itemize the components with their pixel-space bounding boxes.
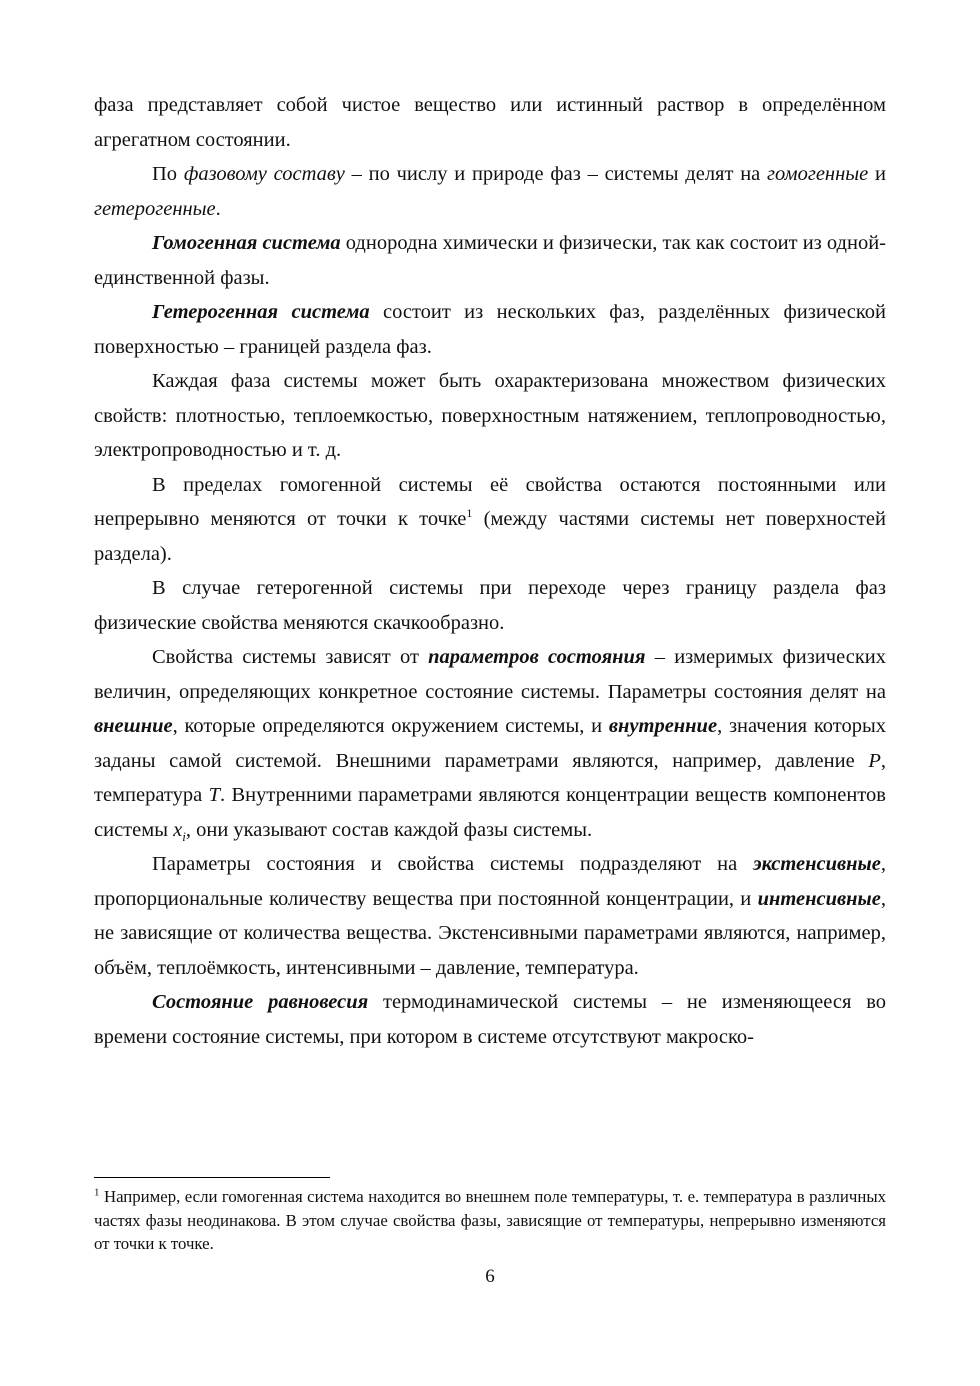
footnote-text: $^1$ Например, если гомогенная система находится во внешнем поле температуры, т. е. температура в различных частях фазы неодинакова. В этом случае свойства фазы, зависящие от температуры, непрерывно изменяются от точки к точке. — [94, 1186, 886, 1253]
definition-term: внешние — [94, 715, 173, 737]
footnote — [94, 1185, 886, 1256]
paragraph: Свойства системы зависят от параметров состояния – измеримых физических величин, определяющих конкретное состояние системы. Параметры состояния делят на внешние, которые определяются окружением системы, и внутренние, значения которых заданы самой системой. Внешними параметрами являются, например, давление P, температура T. Внутренними параметрами являются концентрации веществ компонентов системы $x_i$, они указывают состав каждой фазы системы. — [94, 646, 887, 844]
definition-term: интенсивные — [757, 887, 881, 910]
definition-term: параметров состояния — [428, 646, 646, 668]
paragraph: Гомогенная система однородна химически и физически, так как состоит из одной-единственной фазы. — [94, 232, 886, 289]
footnote-reference[interactable]: 1 — [466, 506, 473, 521]
term-italic: гомогенные — [767, 163, 869, 185]
footnote-mark: 1 — [94, 1186, 100, 1199]
definition-term: внутренние — [608, 715, 718, 737]
term-italic: фазовому составу — [183, 163, 345, 185]
definition-term: экстенсивные — [753, 853, 881, 875]
paragraph: Гетерогенная система состоит из нескольких фаз, разделённых физической поверхностью – границей раздела фаз. — [94, 301, 886, 358]
variable: T — [208, 784, 220, 806]
definition-term: Гомогенная система — [152, 232, 341, 254]
paragraph: В случае гетерогенной системы при переходе через границу раздела фаз физические свойства меняются скачкообразно. — [94, 577, 886, 634]
variable: x — [173, 818, 183, 841]
paragraph: Параметры состояния и свойства системы подразделяют на экстенсивные, пропорциональные количеству вещества при постоянной концентрации, и интенсивные, не зависящие от количества вещества. Экстенсивными параметрами являются, например, объём, теплоёмкость, интенсивными – давление, температура. — [94, 853, 886, 979]
paragraph: В пределах гомогенной системы её свойства остаются постоянными или непрерывно меняются от точки к точке$^1$ (между частями системы нет поверхностей раздела). — [94, 473, 886, 565]
definition-term: Гетерогенная система — [152, 301, 370, 323]
main-text — [94, 88, 886, 1054]
variable-subscript: i — [182, 828, 186, 844]
page-number: 6 — [485, 1266, 495, 1287]
paragraph: Каждая фаза системы может быть охарактеризована множеством физических свойств: плотностью, теплоемкостью, поверхностным натяжением, теплопроводностью, электропроводностью и т. д. — [94, 370, 886, 461]
paragraph: Состояние равновесия термодинамической системы – не изменяющееся во времени состояние системы, при котором в системе отсутствуют макроско- — [94, 991, 886, 1048]
paragraph: фаза представляет собой чистое вещество или истинный раствор в определённом агрегатном состоянии. — [94, 94, 886, 151]
paragraph: По фазовому составу – по числу и природе фаз – системы делят на гомогенные и гетерогенные. — [94, 163, 886, 220]
footnote-separator — [94, 1177, 330, 1178]
variable: P — [868, 749, 881, 772]
term-italic: гетерогенные — [94, 197, 216, 220]
definition-term: Состояние равновесия — [152, 991, 369, 1013]
